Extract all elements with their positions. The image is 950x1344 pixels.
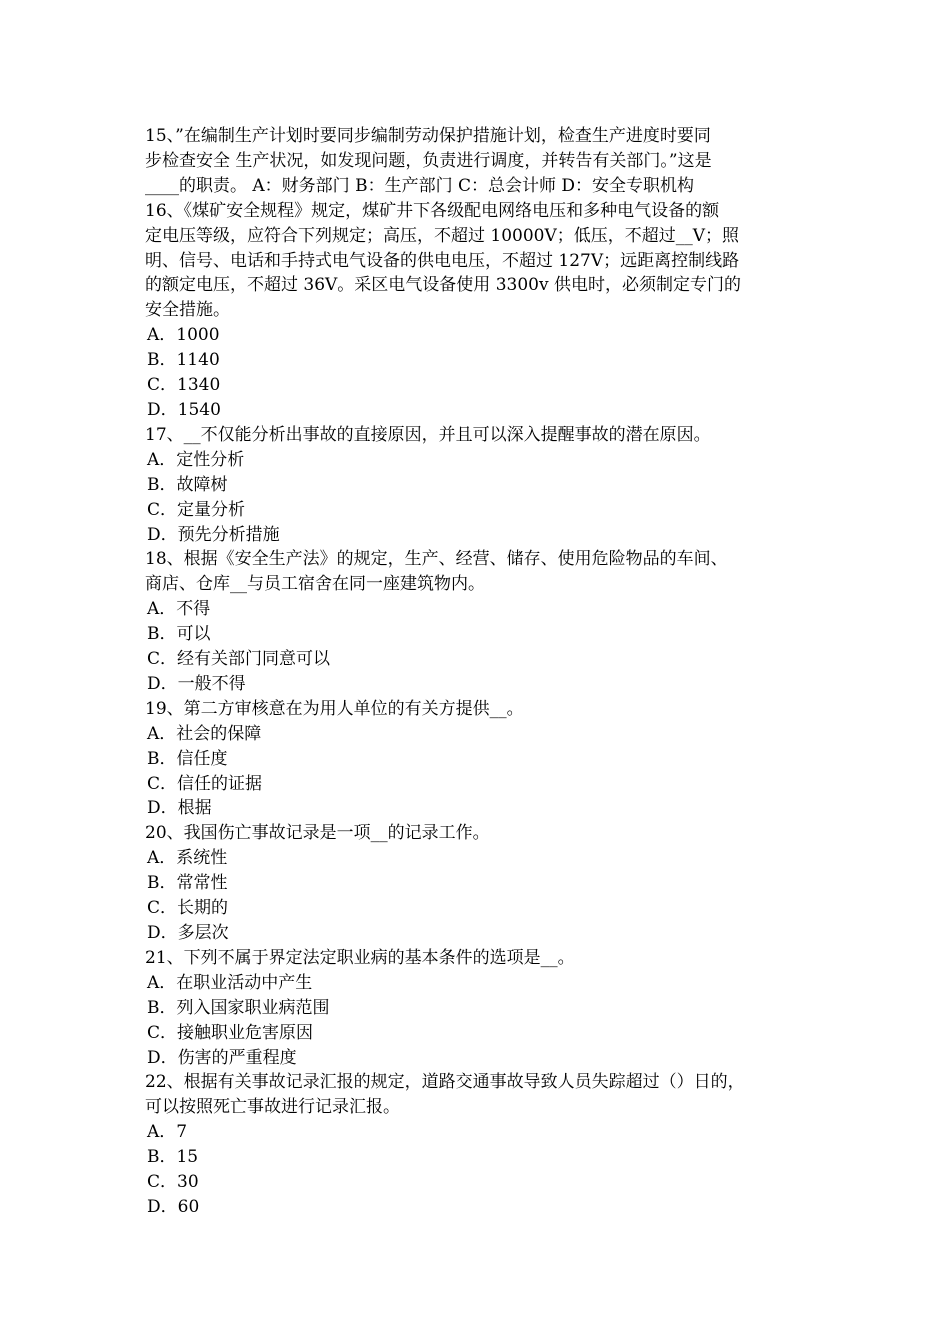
- answer-option: A．在职业活动中产生: [147, 972, 313, 993]
- answer-option: D．伤害的严重程度: [147, 1047, 297, 1068]
- question-line: 20、我国伤亡事故记录是一项__的记录工作。: [145, 823, 490, 844]
- question-stem: [145, 946, 825, 971]
- question-line: 21、下列不属于界定法定职业病的基本条件的选项是__。: [145, 947, 575, 968]
- answer-option: A．系统性: [147, 848, 228, 869]
- question-line: 18、根据《安全生产法》的规定，生产、经营、储存、使用危险物品的车间、: [145, 549, 728, 570]
- answer-option: B．信任度: [147, 748, 228, 769]
- answer-option: C．1340: [147, 375, 221, 396]
- question-stem: [145, 199, 825, 324]
- question-line: 商店、仓库__与员工宿舍在同一座建筑物内。: [145, 574, 485, 595]
- question-block: [145, 124, 825, 199]
- answer-option: A．7: [147, 1122, 188, 1143]
- question-stem: [145, 821, 825, 846]
- question-block: [145, 821, 825, 946]
- answer-option: D．一般不得: [147, 673, 246, 694]
- question-block: [145, 697, 825, 822]
- question-line: 步检查安全 生产状况，如发现问题，负责进行调度，并转告有关部门。”这是: [145, 150, 712, 171]
- question-line: 22、根据有关事故记录汇报的规定，道路交通事故导致人员失踪超过（）日的，: [145, 1072, 745, 1093]
- question-line: 可以按照死亡事故进行记录汇报。: [145, 1097, 400, 1118]
- answer-option: B．列入国家职业病范围: [147, 997, 330, 1018]
- question-stem: [145, 697, 825, 722]
- question-line: 17、__不仅能分析出事故的直接原因，并且可以深入提醒事故的潜在原因。: [145, 424, 711, 445]
- question-line: 安全措施。: [145, 300, 230, 321]
- question-stem: [145, 547, 825, 597]
- answer-option: B．常常性: [147, 873, 228, 894]
- question-line: 的额定电压，不超过 36V。采区电气设备使用 3300v 供电时，必须制定专门的: [145, 275, 741, 296]
- answer-option: C．长期的: [147, 898, 229, 919]
- answer-option: A．社会的保障: [147, 723, 262, 744]
- answer-option: D．多层次: [147, 923, 229, 943]
- answer-option: B．15: [147, 1147, 199, 1168]
- answer-option: A．定性分析: [147, 449, 245, 470]
- answer-option: D．预先分析措施: [147, 524, 280, 545]
- question-block: [145, 199, 825, 423]
- answer-option: C．定量分析: [147, 499, 246, 520]
- answer-option: D．1540: [147, 399, 221, 420]
- question-line: 明、信号、电话和手持式电气设备的供电电压，不超过 127V；远距离控制线路: [145, 250, 740, 271]
- answer-option: C．信任的证据: [147, 773, 263, 794]
- question-line: 16、《煤矿安全规程》规定，煤矿井下各级配电网络电压和多种电气设备的额: [145, 200, 720, 221]
- answer-option: B．可以: [147, 624, 211, 645]
- answer-option: C．接触职业危害原因: [147, 1022, 314, 1043]
- answer-option: B．1140: [147, 350, 220, 371]
- question-line: 19、第二方审核意在为用人单位的有关方提供__。: [145, 698, 524, 719]
- answer-option: D．60: [147, 1196, 200, 1217]
- answer-option: C．经有关部门同意可以: [147, 649, 331, 670]
- question-stem: [145, 423, 825, 448]
- answer-option: A．1000: [147, 325, 220, 346]
- question-block: [145, 946, 825, 1071]
- answer-option: A．不得: [147, 599, 211, 620]
- question-list: [145, 124, 825, 1220]
- answer-option: B．故障树: [147, 474, 228, 495]
- question-line: 15、”在编制生产计划时要同步编制劳动保护措施计划，检查生产进度时要同: [145, 126, 711, 146]
- answer-option: C．30: [147, 1172, 199, 1193]
- answer-option: D．根据: [147, 798, 212, 819]
- question-line: 定电压等级，应符合下列规定；高压，不超过 10000V；低压，不超过__V；照: [145, 225, 740, 246]
- question-block: [145, 1070, 825, 1219]
- question-block: [145, 547, 825, 696]
- question-stem: [145, 1070, 825, 1120]
- question-line: ____的职责。 A：财务部门 B：生产部门 C：总会计师 D：安全专职机构: [145, 175, 695, 196]
- question-block: [145, 423, 825, 548]
- question-stem: [145, 124, 825, 199]
